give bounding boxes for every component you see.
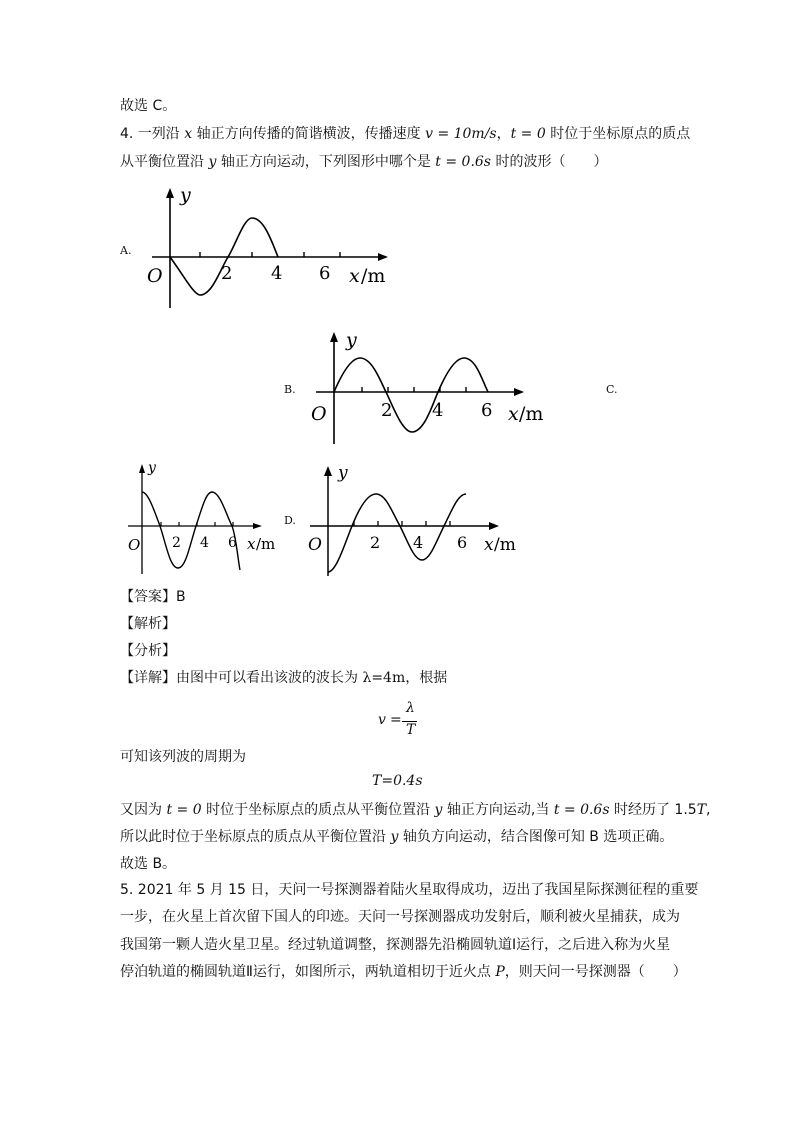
conclusion-line: 故选 B。 [120, 856, 177, 872]
option-a-label: A. [120, 244, 132, 257]
analysis-heading: 【解析】 [120, 616, 176, 632]
graph-d-tick-4: 4 [413, 533, 424, 552]
question-5-line-4: 停泊轨道的椭圆轨道Ⅱ运行，如图所示，两轨道相切于近火点 P，则天问一号探测器（ ） [120, 964, 687, 980]
detail-line: 【详解】由图中可以看出该波的波长为 λ=4m，根据 [120, 670, 448, 686]
option-b-label: B. [284, 383, 296, 396]
graph-c-y-label: y [148, 460, 156, 476]
graph-b-y-label: y [346, 329, 357, 351]
graph-a-y-label: y [180, 184, 191, 206]
graph-c-origin-label: O [128, 536, 141, 554]
graph-option-a [140, 180, 400, 310]
graph-option-c [122, 456, 282, 581]
graph-a-x-label: x [349, 265, 360, 287]
graph-a-tick-6: 6 [319, 263, 331, 284]
question-5-line-2: 一步，在火星上首次留下国人的印迹。天问一号探测器成功发射后，顺利被火星捕获，成为 [120, 909, 680, 925]
question-5-line-1: 5. 2021 年 5 月 15 日，天问一号探测器着陆火星取得成功，迈出了我国星际探测征程的重要 [120, 882, 699, 898]
graph-c-tick-2: 2 [172, 535, 181, 551]
graph-a-origin-label: O [147, 265, 163, 287]
formula-period: T=0.4s [372, 773, 423, 789]
question-5-line-3: 我国第一颗人造火星卫星。经过轨道调整，探测器先沿椭圆轨道Ⅰ运行，之后进入称为火星 [120, 937, 671, 953]
graph-c-tick-4: 4 [200, 535, 209, 551]
graph-b-tick-2: 2 [381, 400, 393, 421]
graph-c-x-label: x [247, 535, 256, 553]
graph-b-x-label: x [508, 403, 519, 425]
question-4-line-1: 4. 一列沿 x 轴正方向传播的简谐横波，传播速度 v = 10m/s，t = 0 时位于坐标原点的质点 [120, 126, 691, 142]
formula-velocity: v = λ T [378, 700, 416, 738]
graph-c-tick-6: 6 [228, 535, 237, 551]
graph-a-tick-4: 4 [271, 263, 283, 284]
graph-d-origin-label: O [308, 535, 322, 555]
question-4-line-2: 从平衡位置沿 y 轴正方向运动，下列图形中哪个是 t = 0.6s 时的波形（ ） [120, 154, 608, 170]
reasoning-line-2: 所以此时位于坐标原点的质点从平衡位置沿 y 轴负方向运动，结合图像可知 B 选项正确。 [120, 829, 674, 845]
option-c-label: C. [606, 383, 618, 396]
graph-b-tick-6: 6 [481, 400, 493, 421]
graph-d-tick-6: 6 [457, 533, 468, 552]
graph-d-x-label: x [484, 535, 494, 555]
period-intro-line: 可知该列波的周期为 [120, 749, 246, 765]
graph-option-b [306, 320, 566, 450]
graph-b-unit-label: /m [519, 403, 544, 425]
reasoning-line-1: 又因为 t = 0 时位于坐标原点的质点从平衡位置沿 y 轴正方向运动,当 t = 0.6s 时经历了 1.5T, [120, 802, 711, 818]
graph-b-origin-label: O [311, 403, 327, 425]
breakdown-heading: 【分析】 [120, 643, 176, 659]
graph-c-unit-label: /m [256, 535, 276, 553]
option-d-label: D. [284, 514, 296, 527]
graph-a-tick-2: 2 [221, 263, 233, 284]
graph-option-d [304, 456, 534, 581]
answer-line: 【答案】B [120, 589, 186, 605]
graph-d-y-label: y [338, 463, 348, 483]
line-gux-c: 故选 C。 [120, 98, 177, 114]
graph-b-tick-4: 4 [432, 400, 444, 421]
graph-d-unit-label: /m [494, 535, 516, 555]
graph-a-unit-label: /m [361, 265, 386, 287]
graph-d-tick-2: 2 [370, 533, 381, 552]
